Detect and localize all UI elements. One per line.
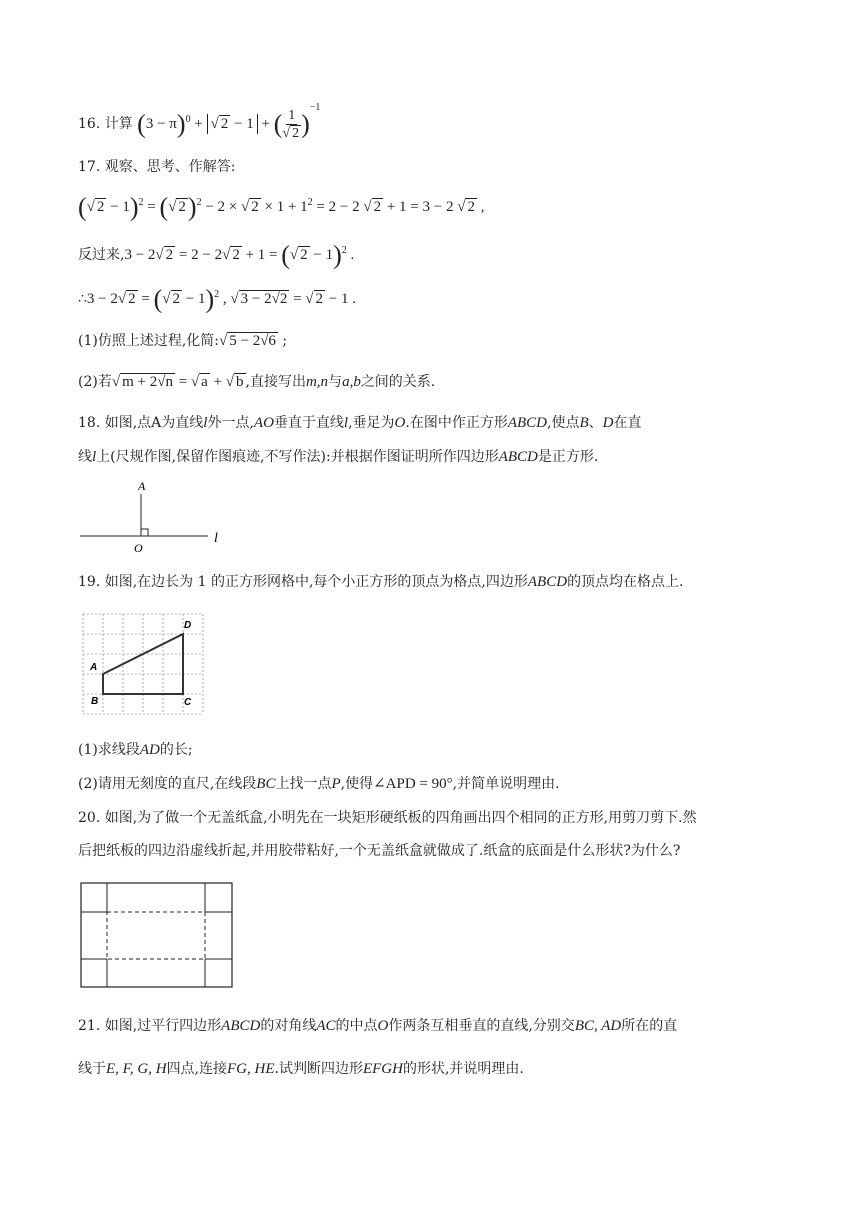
q19-line1: 19. 如图,在边长为 1 的正方形网格中,每个小正方形的顶点为格点,四边形ABCD的顶点均在格点上. [78, 574, 684, 590]
q21-line1: 21. 如图,过平行四边形ABCD的对角线AC的中点O作两条互相垂直的直线,分别交BC, AD所在的直 [78, 1018, 678, 1034]
q18-figure [74, 474, 234, 560]
q21-line2: 线于E, F, G, H四点,连接FG, HE.试判断四边形EFGH的形状,并说明理由. [78, 1061, 524, 1077]
q20-box-figure [80, 882, 236, 990]
q18-label-l: l [214, 531, 218, 546]
q19-sub1: (1)求线段AD的长; [78, 742, 193, 758]
q17-eq3: ∴3 − 2√ 2 = (√ 2 − 1)$^2$ , √ 3 − 2√2 = √ 2 − 1 . [78, 284, 356, 314]
q17-eq1: (√ 2 − 1)$^2$ = (√ 2)$^2$ − 2 × √ $2 \times 1 + 1^2 = 2 - 2$ √ 2 + 1 = 3 − 2 √ 2 , [78, 192, 485, 222]
q18-line1: 18. 如图,点A为直线l外一点,AO垂直于直线l,垂足为O.在图中作正方形ABCD,使点B、D在直 [78, 415, 642, 431]
q16-expression: $(3 - \pi)^0$ + √ 2 − 1 + ( $\frac{1}{√ 2}$ )$^{-1}$ [137, 102, 321, 141]
q20-line2: 后把纸板的四边沿虚线折起,并用胶带粘好,一个无盖纸盒就做成了.纸盒的底面是什么形状?为什么? [78, 843, 681, 859]
q19-label-C: C [184, 697, 192, 708]
q18-label-A: A [138, 479, 146, 493]
q18-line2: 线l上(尺规作图,保留作图痕迹,不写作法):并根据作图证明所作四边形ABCD是正方形. [78, 449, 599, 465]
q17-sub1: (1)仿照上述过程,化简:√ 5 − 2√6 ; [78, 333, 288, 349]
q18-label-O: O [134, 541, 143, 555]
q19-label-A: A [90, 662, 98, 673]
q19-sub2: (2)请用无刻度的直尺,在线段BC上找一点P,使得∠APD = 90°,并简单说明理由. [78, 776, 560, 792]
q19-label-D: D [184, 620, 192, 631]
q17-sub2: (2)若√ m + 2√n = √ a + √ b ,直接写出m,n与a,b之间的关系. [78, 374, 436, 390]
q19-grid-figure [80, 610, 208, 718]
q16-text: 计算 [104, 116, 133, 132]
q17-eq2: 反过来,3 − 2√ 2 = 2 − 2√ 2 + 1 = (√ 2 − 1)$^2$ . [78, 240, 355, 270]
q17-header: 17. 观察、思考、作解答: [78, 159, 236, 175]
q16-line: 16. 计算 $(3 - \pi)^0$ + √ 2 − 1 + ( $\frac{1}{√ 2}$ )$^{-1}$ [78, 102, 321, 141]
q20-line1: 20. 如图,为了做一个无盖纸盒,小明先在一块矩形硬纸板的四角画出四个相同的正方形,用剪刀剪下.然 [78, 810, 697, 826]
q19-label-B: B [91, 696, 99, 707]
